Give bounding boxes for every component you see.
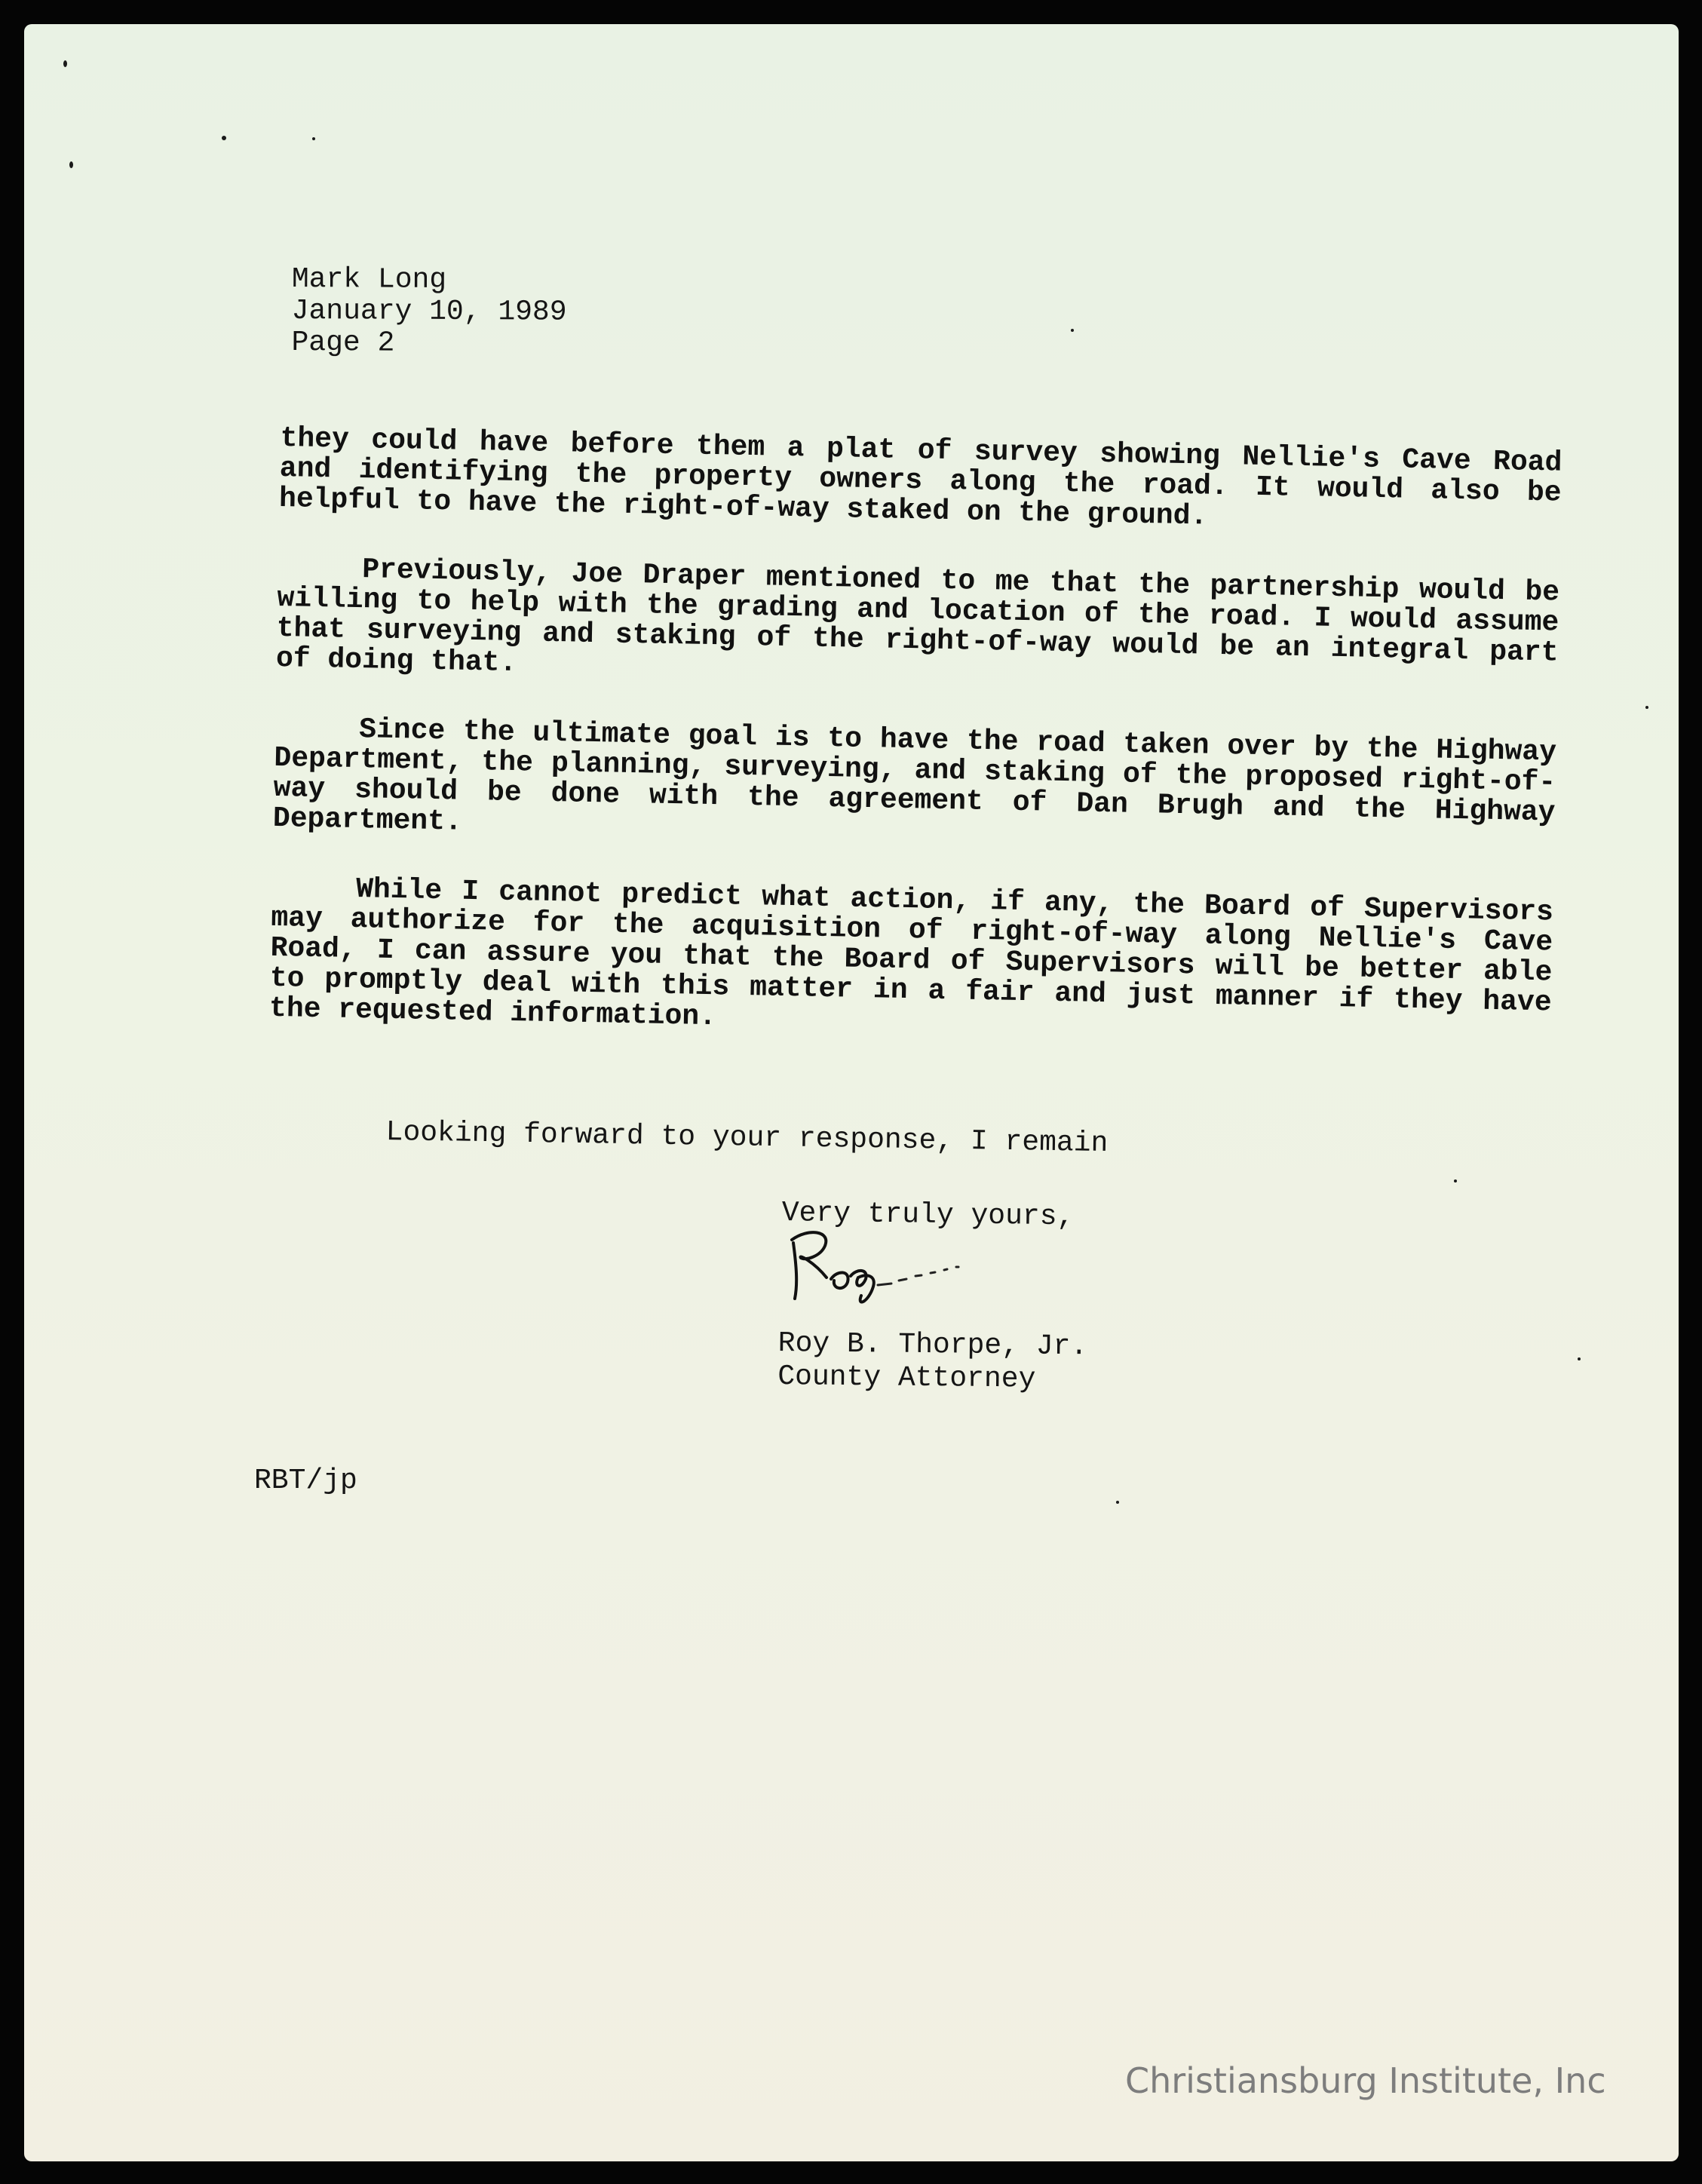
body-paragraph-2: Previously, Joe Draper mentioned to me that the partnership would be willing to help with the grading and location of the road. I would assume that surveying and staking of the right-of-way would be an integral part of doing that. <box>275 554 1560 680</box>
paper-speck <box>1645 706 1648 709</box>
recipient-name: Mark Long <box>291 263 447 296</box>
paper-speck <box>1454 1179 1457 1182</box>
paper-speck <box>312 137 315 140</box>
body-paragraph-4: While I cannot predict what action, if any, the Board of Supervisors may authorize for the acquisition of right-of-way along Nellie's Cave Road, I can assure you that the Board of Supervisors will be better able to promptly deal with this matter in a fair and just manner if they have the requested information. <box>268 873 1554 1034</box>
paper-speck <box>1116 1501 1119 1504</box>
signer-block <box>777 1327 1087 1397</box>
closing-line: Looking forward to your response, I remain <box>385 1116 1109 1161</box>
letter-date: January 10, 1989 <box>291 294 567 329</box>
paper-speck <box>1071 329 1074 332</box>
watermark: Christiansburg Institute, Inc <box>1125 2060 1606 2101</box>
letter-page <box>24 24 1679 2161</box>
letter-body <box>268 424 1562 1087</box>
letter-header <box>291 264 566 360</box>
valediction: Very truly yours, <box>781 1197 1075 1234</box>
signer-name: Roy B. Thorpe, Jr. <box>777 1327 1088 1363</box>
page-number: Page 2 <box>291 326 395 360</box>
paper-speck <box>63 60 67 67</box>
paper-speck <box>1578 1357 1581 1360</box>
body-paragraph-1: they could have before them a plat of survey showing Nellie's Cave Road and identifying the property owners along the road. It would also be helpful to have the right-of-way staked on the ground. <box>278 422 1562 533</box>
body-paragraph-3: Since the ultimate goal is to have the road taken over by the Highway Department, the planning, surveying, and staking of the proposed right-of-way should be done with the agreement of Dan Brugh and the Highway Department. <box>272 713 1557 839</box>
signer-title: County Attorney <box>777 1360 1036 1396</box>
paper-speck <box>222 136 226 140</box>
handwritten-signature <box>778 1223 1004 1336</box>
paper-speck <box>69 161 73 168</box>
reference-initials: RBT/jp <box>254 1465 357 1497</box>
